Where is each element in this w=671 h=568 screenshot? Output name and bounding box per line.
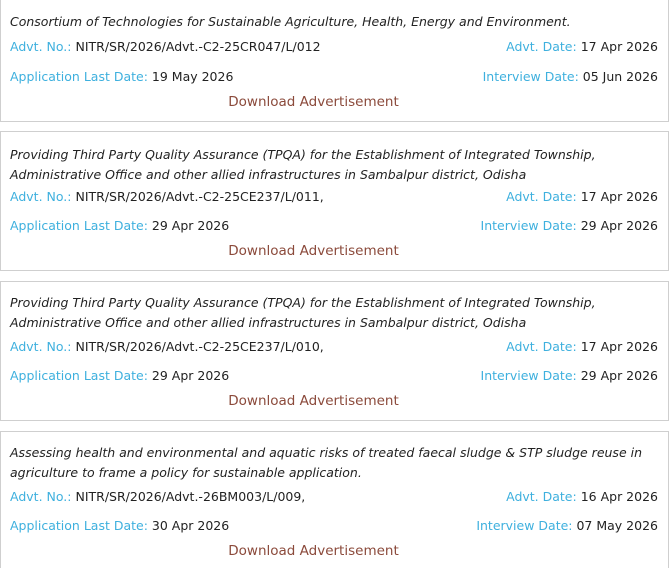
advertisement-title: Providing Third Party Quality Assurance (TPQA) for the Establishment of Integrated Township, Administrative Office and other allied infrastructures in Sambalpur district, Odisha bbox=[10, 147, 596, 182]
last-date-label: Application Last Date: bbox=[10, 218, 148, 233]
dates-row bbox=[10, 517, 658, 535]
advertisement-card bbox=[0, 0, 669, 122]
advertisement-title: Consortium of Technologies for Sustainable Agriculture, Health, Energy and Environment. bbox=[10, 14, 571, 29]
download-advertisement-link[interactable]: Download Advertisement bbox=[228, 243, 399, 259]
advt-date-label: Advt. Date: bbox=[506, 489, 577, 504]
advt-no-value: NITR/SR/2026/Advt.-C2-25CR047/L/012 bbox=[75, 39, 321, 54]
dates-row bbox=[10, 367, 658, 385]
advt-date-label: Advt. Date: bbox=[506, 189, 577, 204]
last-date-value: 29 Apr 2026 bbox=[151, 368, 230, 383]
last-date-value: 29 Apr 2026 bbox=[151, 218, 230, 233]
advt-no-row bbox=[10, 38, 658, 56]
interview-date-value: 07 May 2026 bbox=[576, 518, 658, 533]
advt-date-value: 17 Apr 2026 bbox=[580, 189, 658, 204]
last-date-label: Application Last Date: bbox=[10, 368, 148, 383]
last-date-label: Application Last Date: bbox=[10, 69, 148, 84]
interview-date-value: 29 Apr 2026 bbox=[580, 368, 658, 383]
advt-date-value: 17 Apr 2026 bbox=[580, 339, 658, 354]
download-advertisement-link[interactable]: Download Advertisement bbox=[228, 94, 399, 110]
download-advertisement-link[interactable]: Download Advertisement bbox=[228, 393, 399, 409]
advertisement-card bbox=[0, 431, 669, 568]
interview-date-label: Interview Date: bbox=[482, 69, 579, 84]
advt-no-value: NITR/SR/2026/Advt.-26BM003/L/009, bbox=[75, 489, 306, 504]
advt-no-row bbox=[10, 488, 658, 506]
advt-no-label: Advt. No.: bbox=[10, 489, 72, 504]
last-date-value: 19 May 2026 bbox=[151, 69, 234, 84]
advt-no-value: NITR/SR/2026/Advt.-C2-25CE237/L/011, bbox=[75, 189, 324, 204]
advt-no-row bbox=[10, 188, 658, 206]
interview-date-label: Interview Date: bbox=[476, 518, 573, 533]
download-advertisement-link[interactable]: Download Advertisement bbox=[228, 543, 399, 559]
advt-no-value: NITR/SR/2026/Advt.-C2-25CE237/L/010, bbox=[75, 339, 324, 354]
dates-row bbox=[10, 68, 658, 86]
advt-date-label: Advt. Date: bbox=[506, 339, 577, 354]
advt-no-row bbox=[10, 338, 658, 356]
advertisement-card bbox=[0, 281, 669, 421]
advt-date-value: 16 Apr 2026 bbox=[580, 489, 658, 504]
last-date-value: 30 Apr 2026 bbox=[151, 518, 230, 533]
advt-date-value: 17 Apr 2026 bbox=[580, 39, 658, 54]
interview-date-label: Interview Date: bbox=[480, 218, 577, 233]
interview-date-label: Interview Date: bbox=[480, 368, 577, 383]
advt-date-label: Advt. Date: bbox=[506, 39, 577, 54]
interview-date-value: 05 Jun 2026 bbox=[582, 69, 658, 84]
last-date-label: Application Last Date: bbox=[10, 518, 148, 533]
advertisement-title: Providing Third Party Quality Assurance (TPQA) for the Establishment of Integrated Township, Administrative Office and other allied infrastructures in Sambalpur district, Odisha bbox=[10, 295, 596, 330]
interview-date-value: 29 Apr 2026 bbox=[580, 218, 658, 233]
advt-no-label: Advt. No.: bbox=[10, 339, 72, 354]
dates-row bbox=[10, 217, 658, 235]
advertisement-card bbox=[0, 131, 669, 271]
advt-no-label: Advt. No.: bbox=[10, 189, 72, 204]
advertisement-title: Assessing health and environmental and aquatic risks of treated faecal sludge & STP sludge reuse in agriculture to frame a policy for sustainable application. bbox=[10, 445, 643, 480]
advt-no-label: Advt. No.: bbox=[10, 39, 72, 54]
